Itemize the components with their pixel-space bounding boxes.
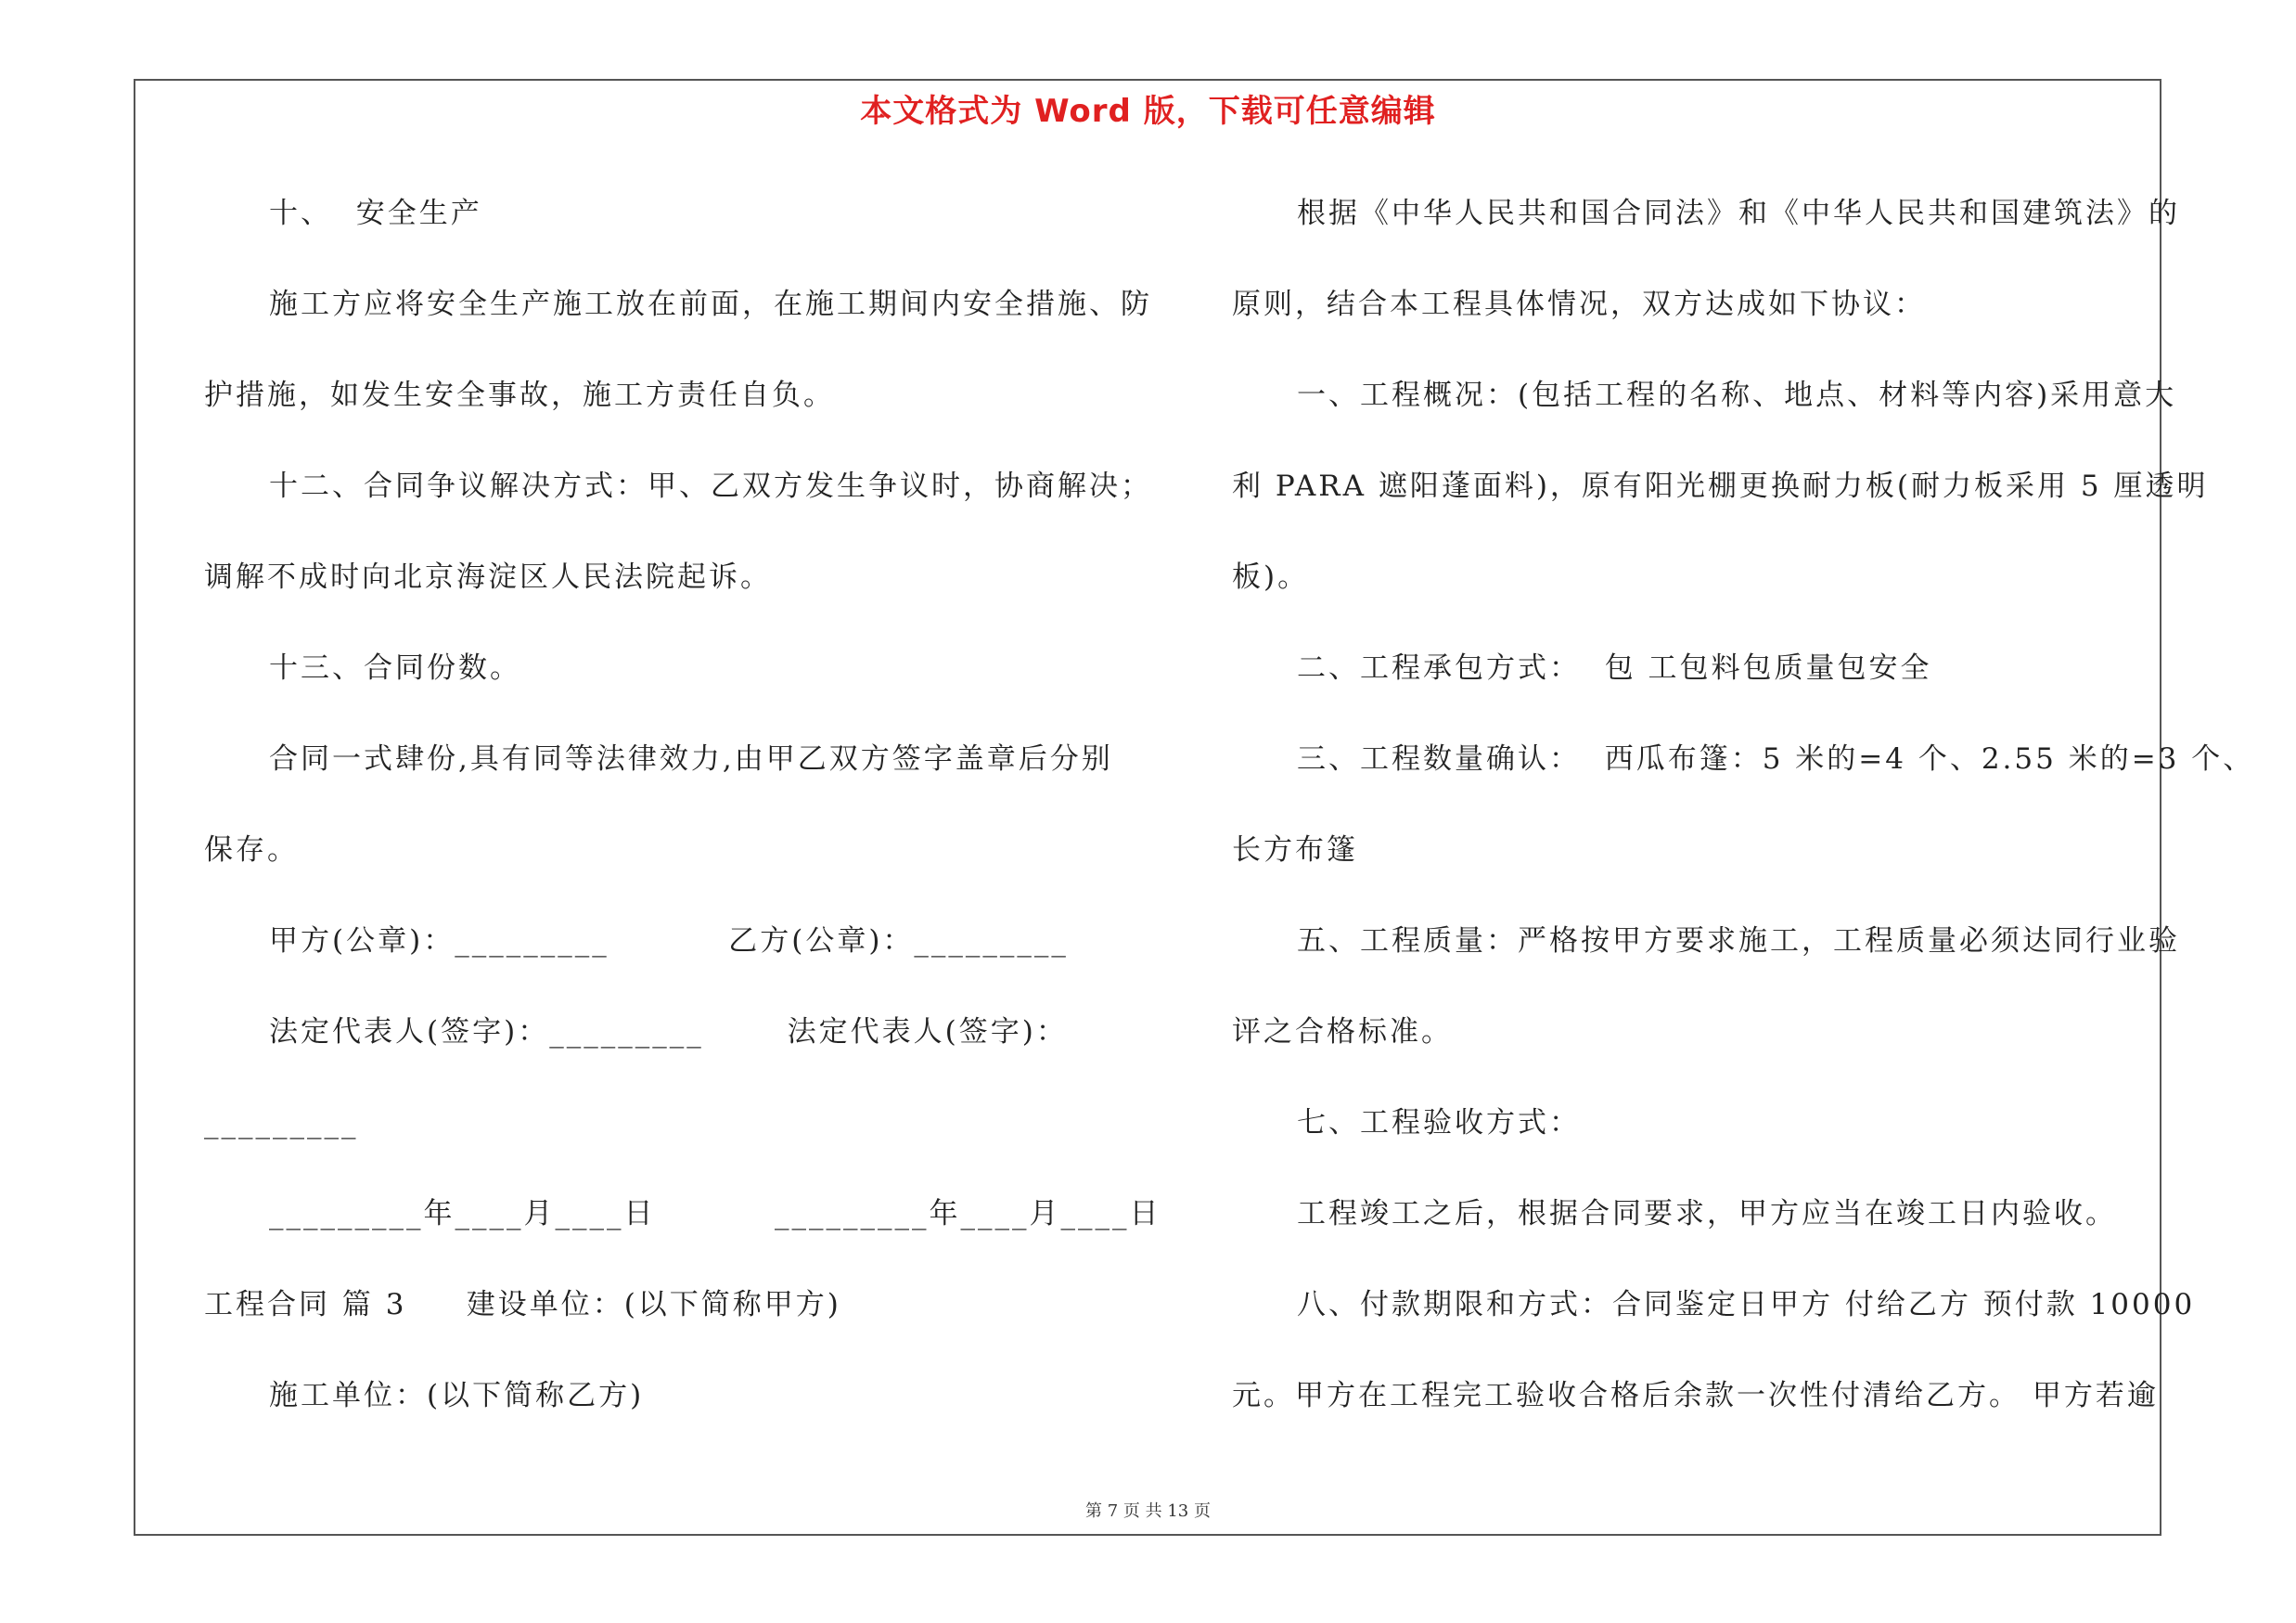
preamble-line-2: 原则，结合本工程具体情况，双方达成如下协议：	[1232, 288, 1926, 321]
clause-5-line-1: 五、工程质量：严格按甲方要求施工，工程质量必须达同行业验	[1297, 924, 2180, 958]
clause-5-line-2: 评之合格标准。	[1232, 1015, 1453, 1049]
clause-8-line-2: 元。甲方在工程完工验收合格后余款一次性付清给乙方。 甲方若逾	[1232, 1379, 2159, 1412]
contractor-unit-line: 施工单位：(以下简称乙方)	[269, 1379, 645, 1412]
clause-1-line-2: 利 PARA 遮阳蓬面料)，原有阳光棚更换耐力板(耐力板采用 5 厘透明	[1232, 470, 2209, 503]
clause-12-line-2: 调解不成时向北京海淀区人民法院起诉。	[204, 560, 772, 594]
clause-13-heading: 十三、合同份数。	[269, 651, 521, 685]
clause-7-heading: 七、工程验收方式：	[1297, 1106, 1581, 1140]
preamble-line-1: 根据《中华人民共和国合同法》和《中华人民共和国建筑法》的	[1297, 197, 2180, 230]
clause-3-line-1: 三、工程数量确认： 西瓜布篷：5 米的=4 个、2.55 米的=3 个、	[1297, 742, 2255, 776]
party-seal-line: 甲方(公章)：_________ 乙方(公章)：_________	[269, 924, 1069, 958]
clause-1-line-3: 板)。	[1232, 560, 1310, 594]
legal-rep-signature-blank: _________	[204, 1106, 359, 1140]
clause-10-text-line-1: 施工方应将安全生产施工放在前面，在施工期间内安全措施、防	[269, 288, 1152, 321]
clause-2-line: 二、工程承包方式： 包 工包料包质量包安全	[1297, 651, 1932, 685]
clause-10-text-line-2: 护措施，如发生安全事故，施工方责任自负。	[204, 379, 835, 412]
clause-13-text-line-1: 合同一式肆份,具有同等法律效力,由甲乙双方签字盖章后分别	[269, 742, 1113, 776]
page-number-footer: 第 7 页 共 13 页	[1085, 1501, 1211, 1521]
clause-12-line-1: 十二、合同争议解决方式：甲、乙双方发生争议时，协商解决；	[269, 470, 1152, 503]
word-format-banner: 本文格式为 Word 版，下载可任意编辑	[860, 93, 1436, 130]
clause-1-line-1: 一、工程概况：(包括工程的名称、地点、材料等内容)采用意大	[1297, 379, 2177, 412]
date-line: _________年____月____日 _________年____月____日	[269, 1197, 1161, 1230]
clause-8-line-1: 八、付款期限和方式：合同鉴定日甲方 付给乙方 预付款 10000	[1297, 1288, 2196, 1321]
clause-7-text: 工程竣工之后，根据合同要求，甲方应当在竣工日内验收。	[1297, 1197, 2117, 1230]
clause-10-heading: 十、 安全生产	[269, 197, 482, 230]
legal-rep-signature-line: 法定代表人(签字)：_________ 法定代表人(签字)：	[269, 1015, 1068, 1049]
contract-3-header: 工程合同 篇 3 建设单位：(以下简称甲方)	[204, 1288, 841, 1321]
clause-3-line-2: 长方布篷	[1232, 833, 1358, 867]
clause-13-text-line-2: 保存。	[204, 833, 299, 867]
